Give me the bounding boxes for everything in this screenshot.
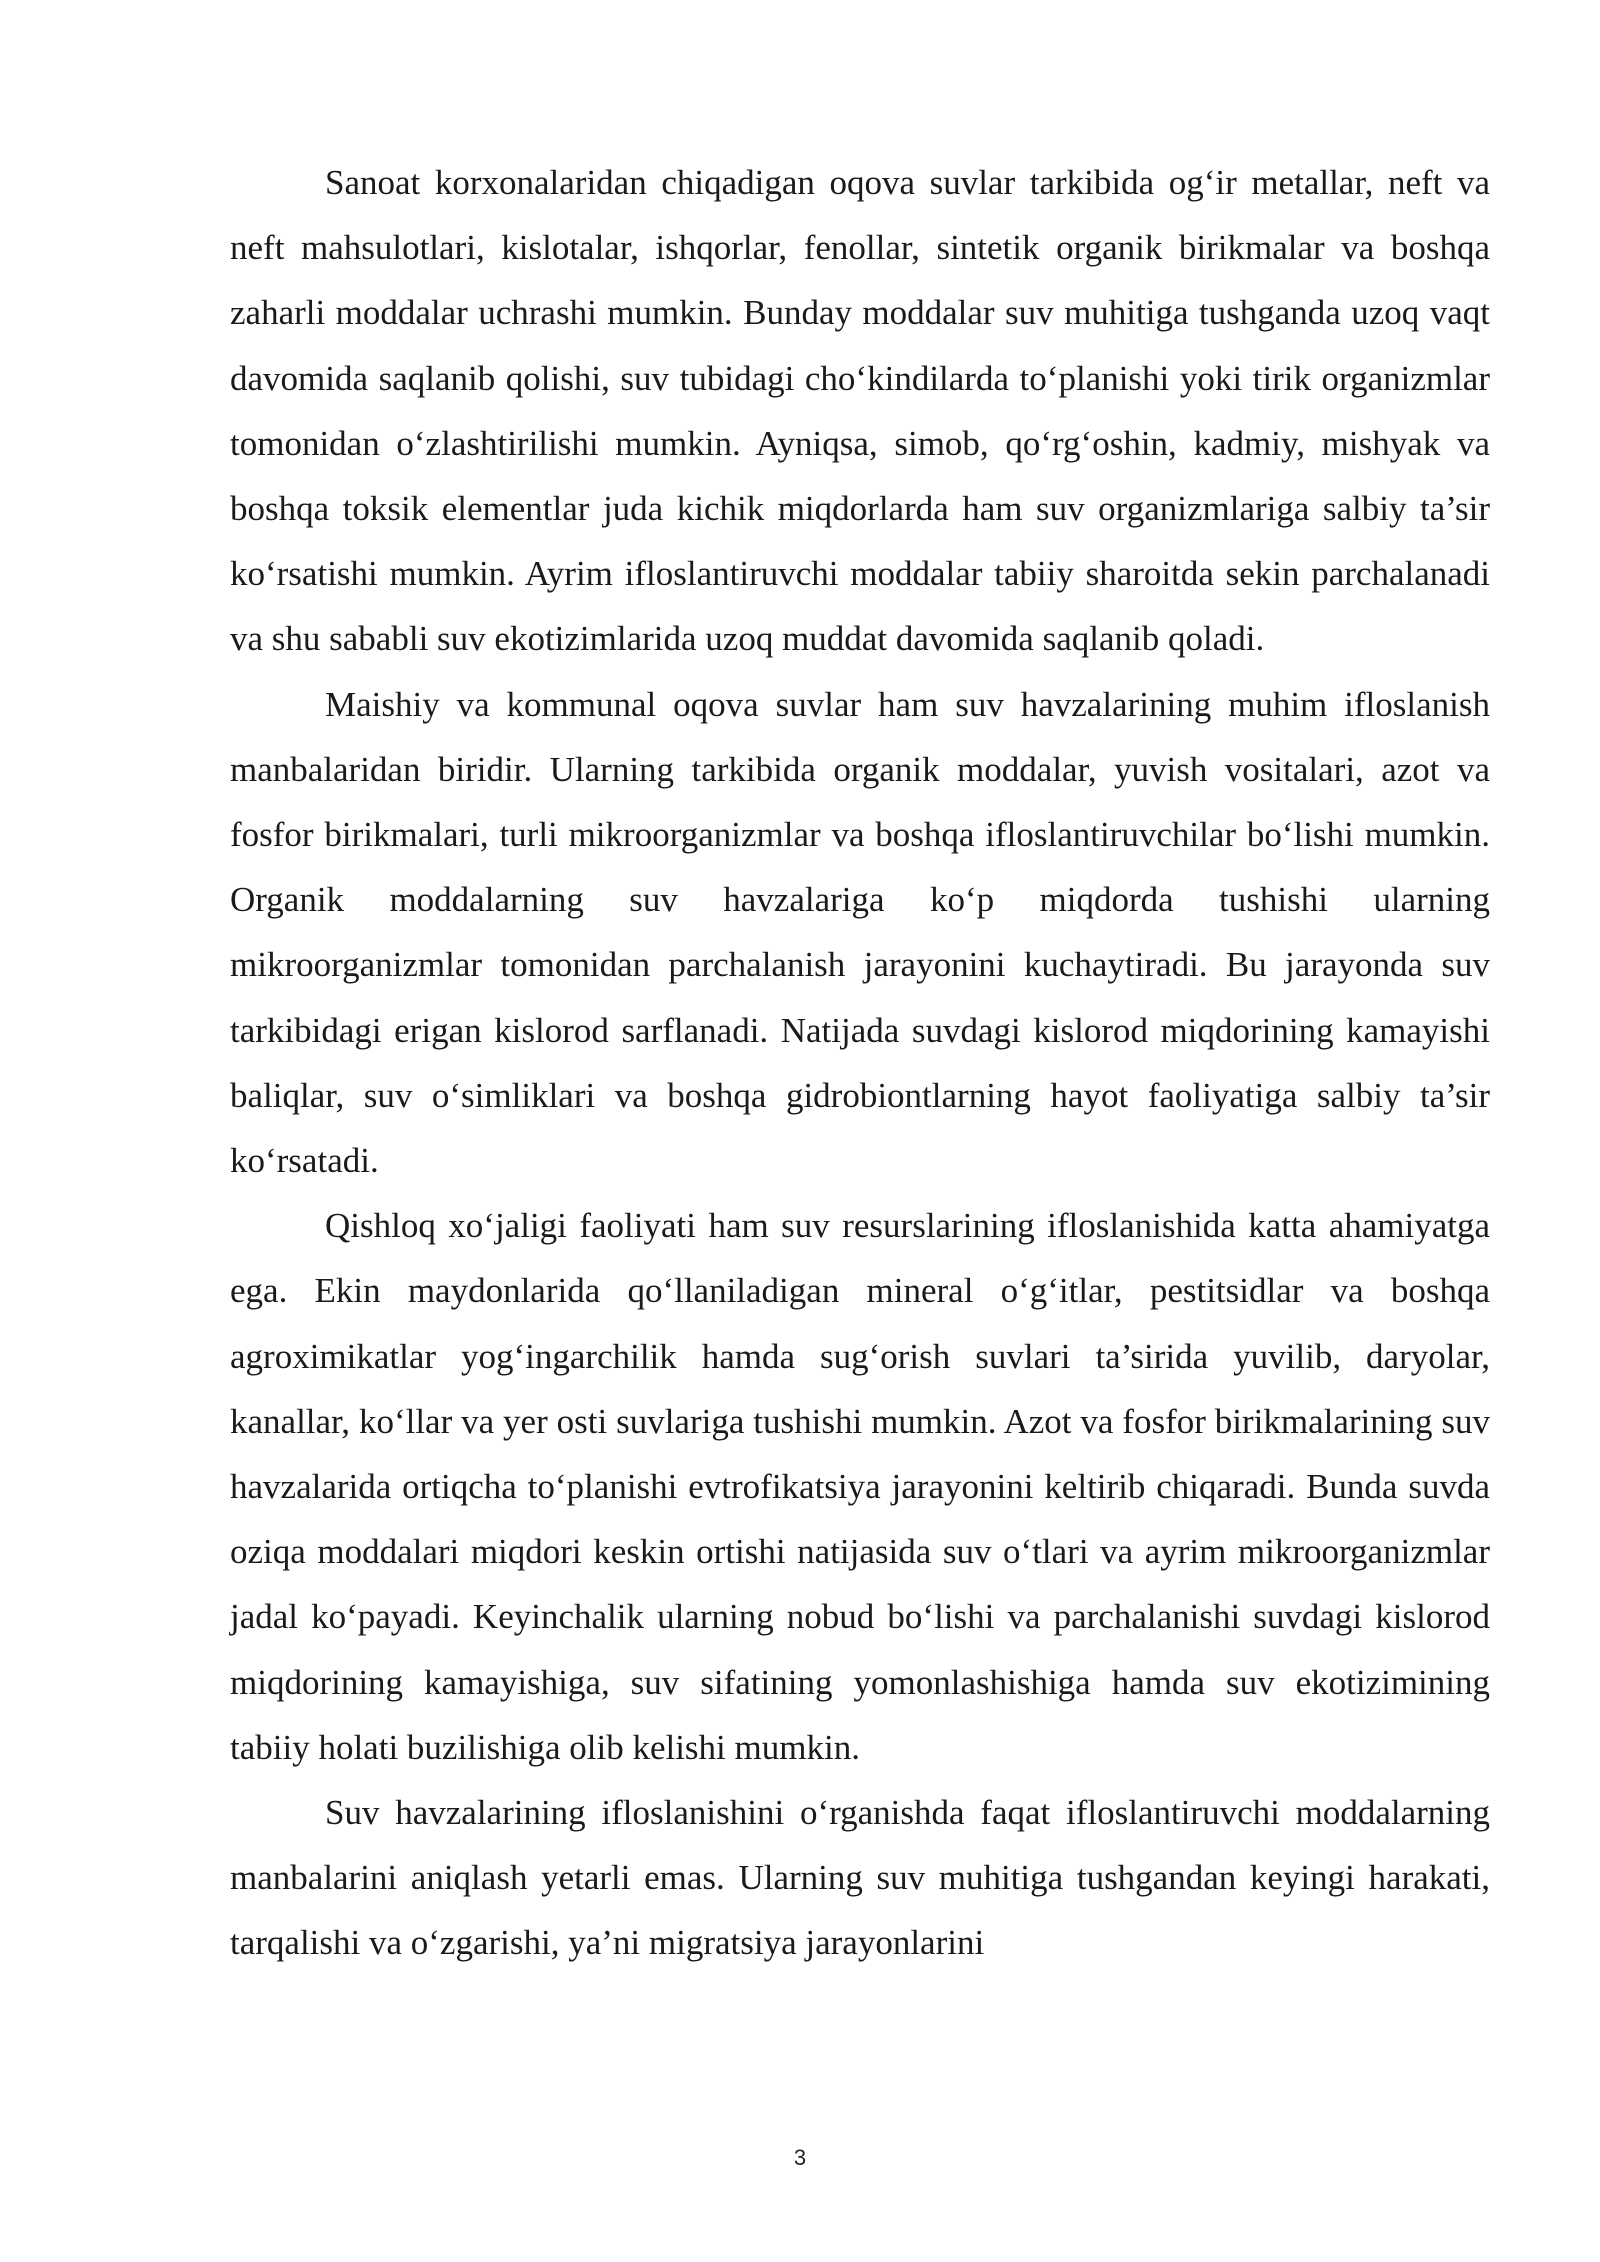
document-body xyxy=(230,150,1490,1976)
paragraph-domestic-wastewater: Maishiy va kommunal oqova suvlar ham suv havzalarining muhim ifloslanish manbalaridan biridir. Ularning tarkibida organik moddalar, yuvish vositalari, azot va fosfor birikmalari, turli mikroorganizmlar va boshqa ifloslantiruvchilar bo‘lishi mumkin. Organik moddalarning suv havzalariga ko‘p miqdorda tushishi ularning mikroorganizmlar tomonidan parchalanish jarayonini kuchaytiradi. Bu jarayonda suv tarkibidagi erigan kislorod sarflanadi. Natijada suvdagi kislorod miqdorining kamayishi baliqlar, suv o‘simliklari va boshqa gidrobiontlarning hayot faoliyatiga salbiy ta’sir ko‘rsatadi. xyxy=(230,684,1490,1181)
paragraph-industrial-wastewater: Sanoat korxonalaridan chiqadigan oqova suvlar tarkibida og‘ir metallar, neft va neft mahsulotlari, kislotalar, ishqorlar, fenollar, sintetik organik birikmalar va boshqa zaharli moddalar uchrashi mumkin. Bunday moddalar suv muhitiga tushganda uzoq vaqt davomida saqlanib qolishi, suv tubidagi cho‘kindilarda to‘planishi yoki tirik organizmlar tomonidan o‘zlashtirilishi mumkin. Ayniqsa, simob, qo‘rg‘oshin, kadmiy, mishyak va boshqa toksik elementlar juda kichik miqdorlarda ham suv organizmlariga salbiy ta’sir ko‘rsatishi mumkin. Ayrim ifloslantiruvchi moddalar tabiiy sharoitda sekin parchalanadi va shu sababli suv ekotizimlarida uzoq muddat davomida saqlanib qoladi. xyxy=(230,163,1490,659)
page-number: 3 xyxy=(793,2145,807,2170)
paragraph-agriculture-pollution: Qishloq xo‘jaligi faoliyati ham suv resurslarining ifloslanishida katta ahamiyatga ega. Ekin maydonlarida qo‘llaniladigan mineral o‘g‘itlar, pestitsidlar va boshqa agroximikatlar yog‘ingarchilik hamda sug‘orish suvlari ta’sirida yuvilib, daryolar, kanallar, ko‘llar va yer osti suvlariga tushishi mumkin. Azot va fosfor birikmalarining suv havzalarida ortiqcha to‘planishi evtrofikatsiya jarayonini keltirib chiqaradi. Bunda suvda oziqa moddalari miqdori keskin ortishi natijasida suv o‘tlari va ayrim mikroorganizmlar jadal ko‘payadi. Keyinchalik ularning nobud bo‘lishi va parchalanishi suvdagi kislorod miqdorining kamayishiga, suv sifatining yomonlashishiga hamda suv ekotizimining tabiiy holati buzilishiga olib kelishi mumkin. xyxy=(230,1206,1490,1767)
paragraph-pollutant-migration: Suv havzalarining ifloslanishini o‘rganishda faqat ifloslantiruvchi moddalarning manbalarini aniqlash yetarli emas. Ularning suv muhitiga tushgandan keyingi harakati, tarqalishi va o‘zgarishi, ya’ni migratsiya jarayonlarini xyxy=(230,1793,1490,1963)
